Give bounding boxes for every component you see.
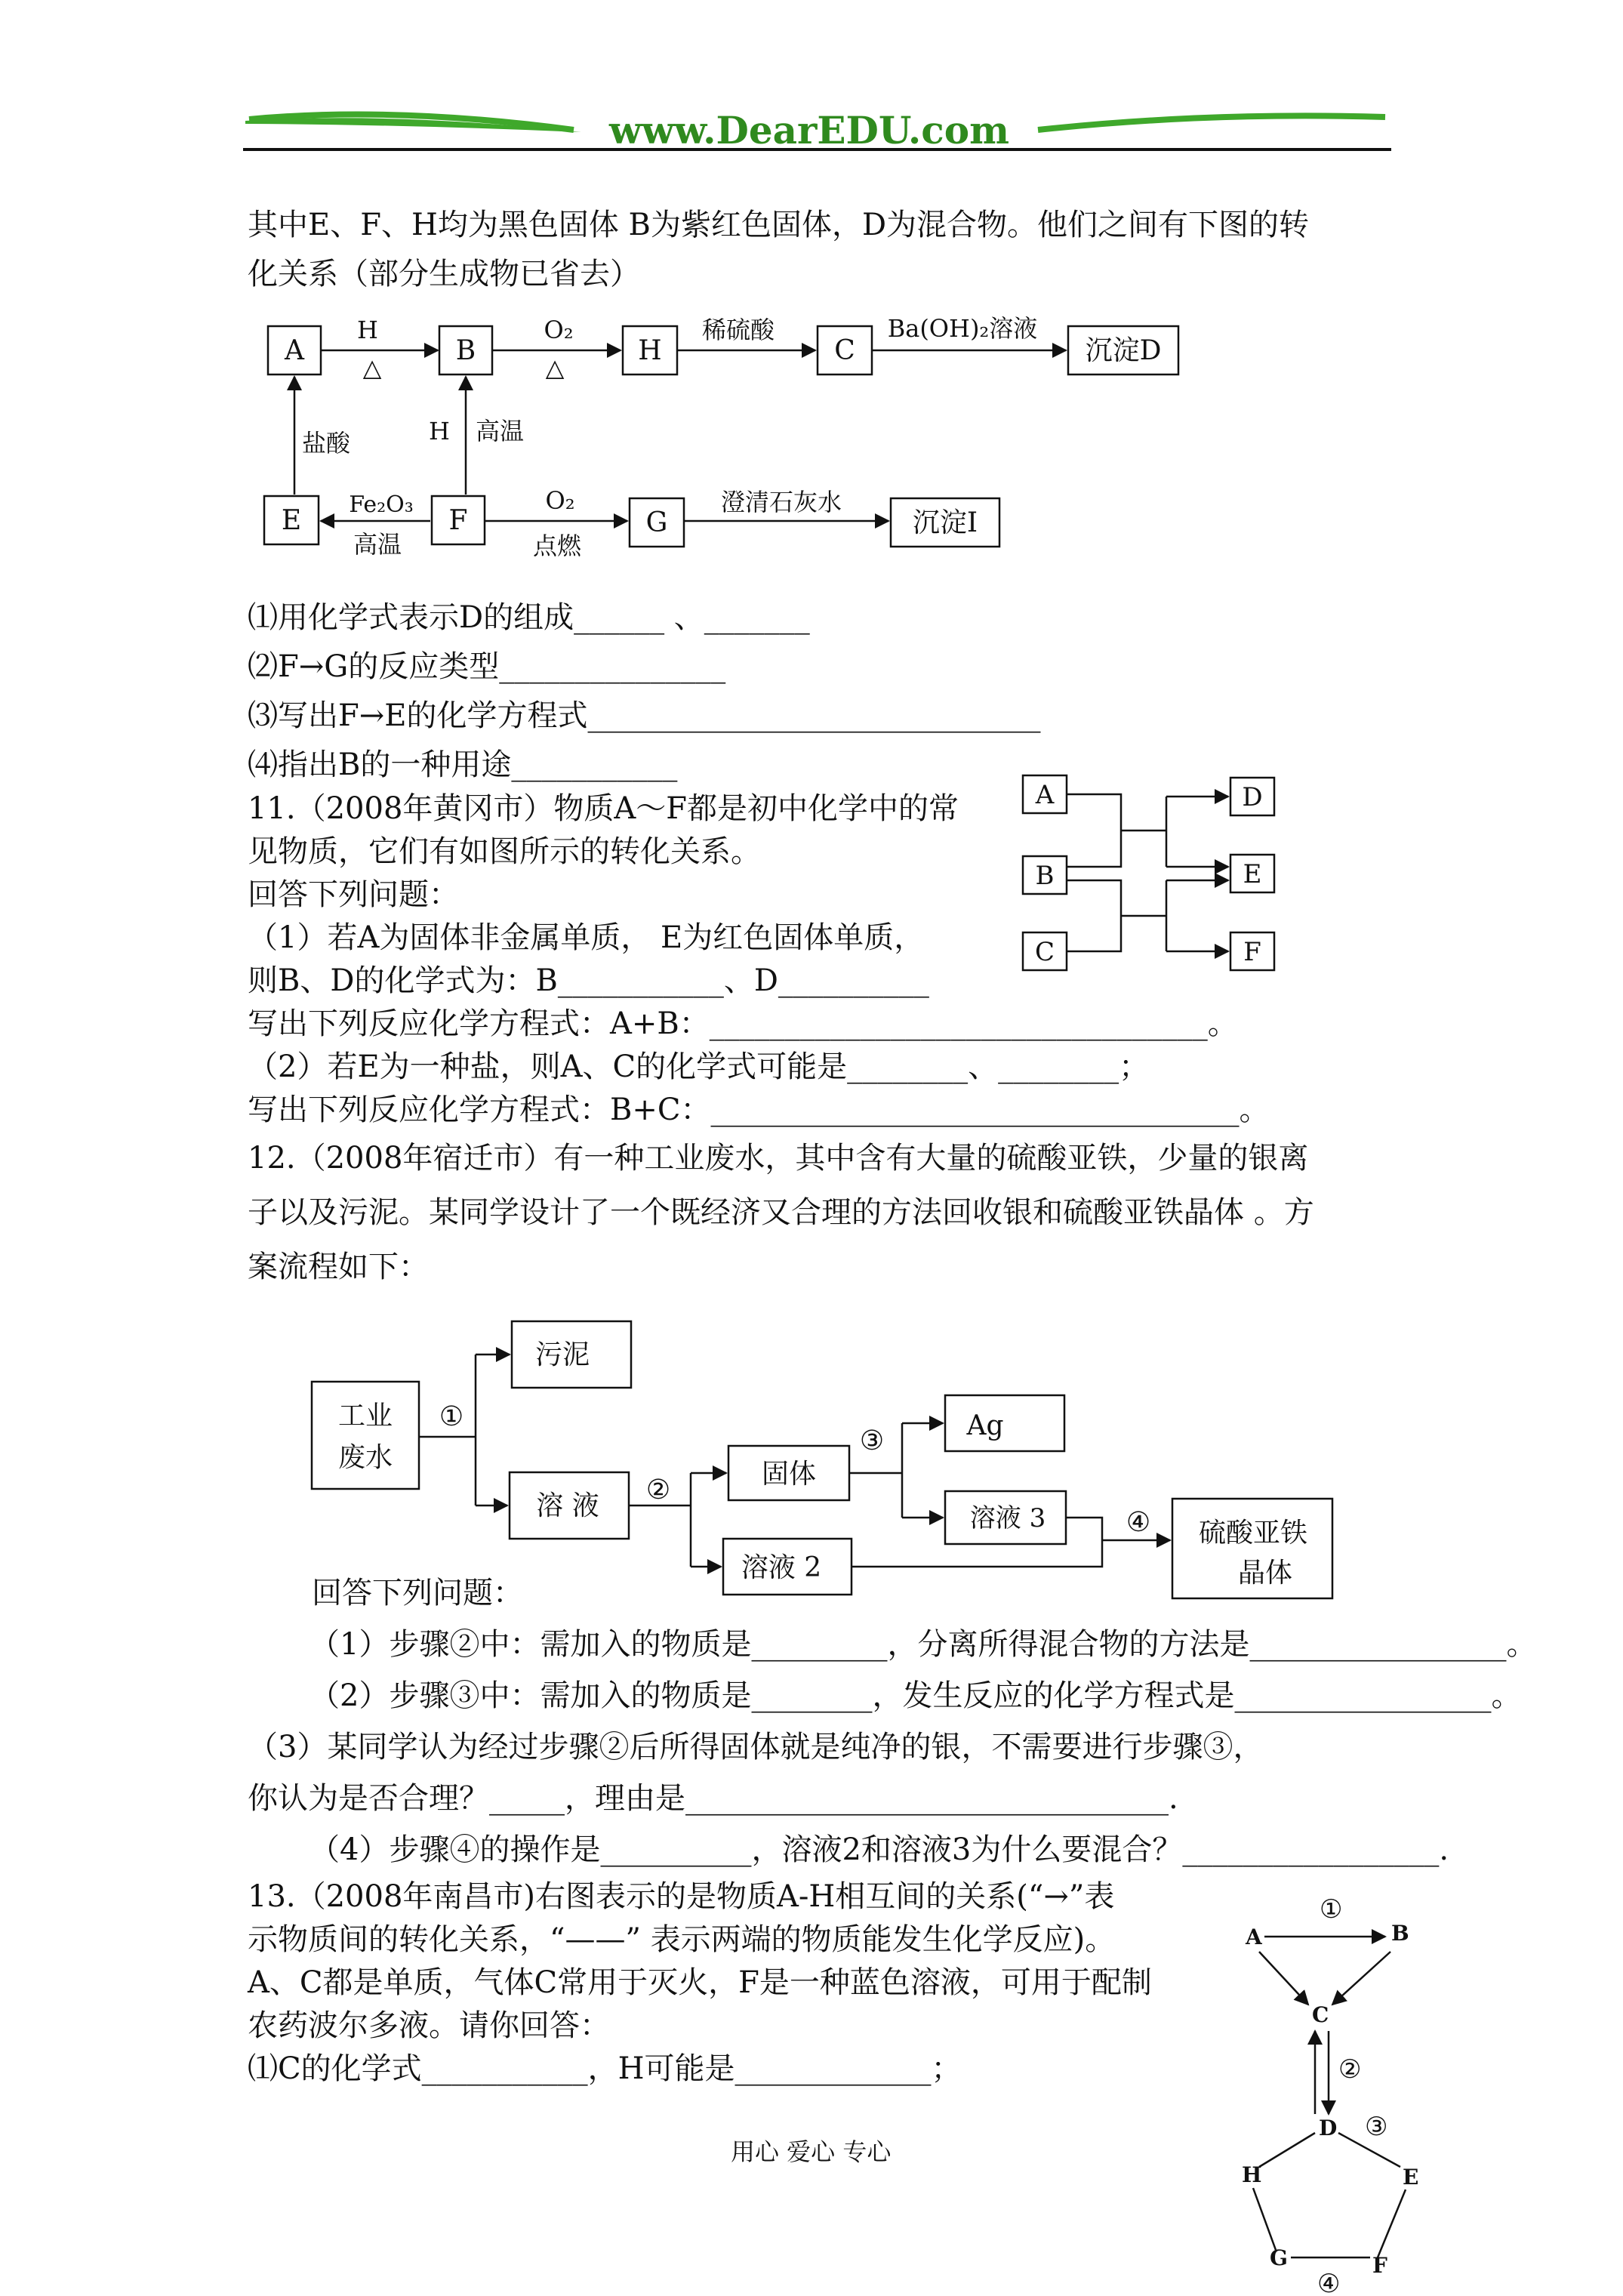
q10-label-h: H (638, 335, 662, 366)
q12-label-waste1: 工业 (337, 1401, 393, 1432)
q10-a-b-top: H (357, 316, 378, 344)
q12-line3: 案流程如下： (248, 1250, 429, 1284)
q10-label-f: F (448, 505, 468, 536)
q11-label-a: A (1035, 780, 1055, 810)
q10-part4: ⑷指出B的一种用途___________ (248, 747, 678, 782)
q10-f-b-left: H (429, 417, 450, 445)
q10-label-a: A (285, 335, 304, 366)
q10-f-e-top: Fe₂O₃ (349, 492, 414, 518)
q13-num1: ① (1320, 1894, 1343, 1925)
q13-label-g: G (1270, 2245, 1288, 2270)
q13-line2: 示物质间的转化关系，“——” 表示两端的物质能发生化学反应)。 (248, 1922, 1116, 1957)
q12-step4: ④ (1126, 1507, 1151, 1538)
q10-label-e: E (281, 505, 302, 536)
q10-e-a: 盐酸 (302, 429, 351, 458)
q11-label-e: E (1243, 859, 1262, 889)
site-logo: www.DearEDU.com (608, 108, 1010, 153)
q10-part3: ⑶写出F→E的化学方程式______________________________ (248, 698, 1041, 733)
q13-label-c: C (1312, 2002, 1329, 2027)
q12-label-crystal1: 硫酸亚铁 (1198, 1518, 1308, 1549)
q13-num3: ③ (1365, 2112, 1388, 2142)
q12-ask: 回答下列问题： (312, 1576, 523, 1610)
q12-answer3: （3）某同学认为经过步骤②后所得固体就是纯净的银，不需要进行步骤③， (248, 1730, 1264, 1764)
q11-label-b: B (1035, 861, 1055, 891)
q11-line2: 见物质，它们有如图所示的转化关系。 (248, 834, 761, 869)
q10-intro-line1: 其中E、F、H均为黑色固体 B为紫红色固体，D为混合物。他们之间有下图的转 (248, 208, 1310, 242)
q11-line4: （1）若A为固体非金属单质， E为红色固体单质， (248, 920, 925, 955)
q10-f-e-bottom: 高温 (353, 530, 402, 559)
q11-line6: 写出下列反应化学方程式：A+B：_________________________________。 (248, 1006, 1238, 1041)
q13-label-f: F (1372, 2253, 1387, 2278)
q10-h-c: 稀硫酸 (701, 316, 775, 344)
q13-arrow-a-c (1259, 1952, 1308, 2005)
q12-line1: 12.（2008年宿迁市）有一种工业废水，其中含有大量的硫酸亚铁，少量的银离 (248, 1141, 1309, 1176)
q11-label-f: F (1243, 937, 1261, 967)
q11-line8: 写出下列反应化学方程式：B+C：___________________________________。 (248, 1093, 1270, 1127)
q13-num2: ② (1338, 2054, 1362, 2085)
q12-label-sol3: 溶液 3 (969, 1503, 1046, 1533)
q12-label-sludge: 污泥 (534, 1339, 590, 1370)
q10-c-d: Ba(OH)₂溶液 (887, 314, 1038, 343)
q13-arrow-b-c (1332, 1952, 1390, 2005)
q12-label-ag: Ag (966, 1410, 1004, 1441)
q10-part2: ⑵F→G的反应类型_______________ (248, 649, 726, 684)
q11-line7: （2）若E为一种盐，则A、C的化学式可能是________、________； (248, 1049, 1150, 1084)
q13-line-h-g (1253, 2188, 1276, 2250)
q10-f-b-right: 高温 (476, 417, 525, 445)
q12-step1: ① (439, 1401, 464, 1432)
q13-label-d: D (1319, 2116, 1338, 2140)
q10-label-g: G (645, 507, 668, 538)
q12-line2: 子以及污泥。某同学设计了一个既经济又合理的方法回收银和硫酸亚铁晶体 。方 (248, 1195, 1314, 1230)
q13-line3: A、C都是单质，气体C常用于灭火，F是一种蓝色溶液，可用于配制 (248, 1965, 1152, 2000)
q10-label-b: B (455, 335, 476, 366)
q13-line-e-f (1378, 2190, 1406, 2257)
q11-line3: 回答下列问题： (248, 877, 459, 912)
q10-b-h-bottom: △ (545, 353, 565, 382)
q13-line-h-d (1259, 2133, 1315, 2167)
q12-answer1: （1）步骤②中：需加入的物质是_________，分离所得混合物的方法是_________________。 (310, 1627, 1537, 1662)
q11-label-d: D (1242, 782, 1263, 812)
q13-label-h: H (1242, 2162, 1262, 2187)
q11-line5: 则B、D的化学式为：B___________、D__________ (248, 963, 929, 998)
q10-g-i: 澄清石灰水 (720, 488, 842, 516)
q10-f-g-bottom: 点燃 (532, 532, 582, 560)
q10-label-d: 沉淀D (1085, 335, 1162, 366)
q13-line5: ⑴C的化学式___________，H可能是_____________； (248, 2051, 962, 2086)
q13-label-b: B (1391, 1921, 1409, 1946)
q12-label-solid: 固体 (761, 1459, 817, 1490)
q10-part1: ⑴用化学式表示D的组成______ 、_______ (248, 600, 810, 635)
q12-label-solution: 溶 液 (536, 1490, 599, 1521)
q12-answer2: （2）步骤③中：需加入的物质是________，发生反应的化学方程式是_________________。 (310, 1678, 1522, 1713)
q10-b-h-top: O₂ (544, 316, 574, 344)
q10-label-c: C (834, 335, 855, 366)
q12-answer4: （4）步骤④的操作是__________，溶液2和溶液3为什么要混合？_________________. (310, 1832, 1449, 1867)
q13-num4: ④ (1317, 2269, 1341, 2296)
q13-line1: 13.（2008年南昌市)右图表示的是物质A-H相互间的关系(“→”表 (248, 1879, 1115, 1914)
q13-label-e: E (1403, 2165, 1419, 2190)
q10-a-b-bottom: △ (362, 353, 382, 382)
q11-line1: 11.（2008年黄冈市）物质A～F都是初中化学中的常 (248, 791, 959, 826)
page-footer: 用心 爱心 专心 (731, 2137, 892, 2166)
q12-label-sol2: 溶液 2 (741, 1552, 822, 1583)
q12-label-crystal2: 晶体 (1237, 1558, 1293, 1589)
q13-label-a: A (1246, 1925, 1262, 1949)
q12-step2: ② (645, 1475, 671, 1505)
q11-label-c: C (1034, 937, 1055, 967)
q12-answer3b: 你认为是否合理？_____，理由是________________________________. (248, 1781, 1178, 1816)
q10-intro-line2: 化关系（部分生成物已省去） (248, 257, 640, 291)
q10-f-g-top: O₂ (545, 486, 575, 515)
q10-label-i: 沉淀I (912, 507, 978, 538)
q12-step3: ③ (859, 1425, 885, 1456)
q12-label-waste2: 废水 (337, 1442, 393, 1473)
q13-line4: 农药波尔多液。请你回答： (248, 2008, 610, 2043)
